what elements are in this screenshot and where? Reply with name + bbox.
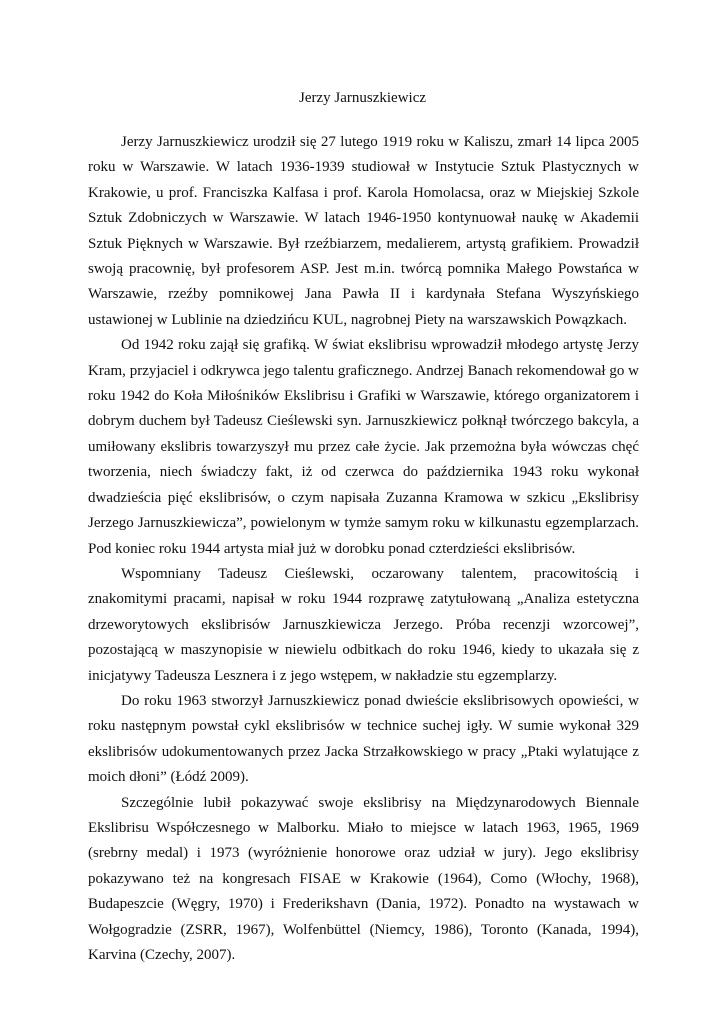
document-body: [88, 130, 639, 968]
paragraph-graphics-beginnings: Od 1942 roku zajął się grafiką. W świat ekslibrisu wprowadził młodego artystę Jerzy Kram, przyjaciel i odkrywca jego talentu graficznego. Andrzej Banach rekomendował go w roku 1942 do Koła Miłośników Ekslibrisu i Grafiki w Warszawie, którego organizatorem i dobrym duchem był Tadeusz Cieślewski syn. Jarnuszkiewicz połknął twórczego bakcyla, a umiłowany ekslibris towarzyszył mu przez całe życie. Jak przemożna była wówczas chęć tworzenia, niech świadczy fakt, iż od czerwca do października 1943 roku wykonał dwadzieścia pięć ekslibrisów, o czym napisała Zuzanna Kramowa w szkicu „Ekslibrisy Jerzego Jarnuszkiewicza”, powielonym w tymże samym roku w kilkunastu egzemplarzach. Pod koniec roku 1944 artysta miał już w dorobku ponad czterdzieści ekslibrisów.: [88, 337, 639, 557]
paragraph-bookplate-count: Do roku 1963 stworzył Jarnuszkiewicz ponad dwieście ekslibrisowych opowieści, w roku następnym powstał cykl ekslibrisów w technice suchej igły. W sumie wykonał 329 ekslibrisów udokumentowanych przez Jacka Strzałkowskiego w pracy „Ptaki wylatujące z moich dłoni” (Łódź 2009).: [88, 692, 639, 786]
paragraph-cieslewski-analysis: Wspomniany Tadeusz Cieślewski, oczarowany talentem, pracowitością i znakomitymi pracami, napisał w roku 1944 rozprawę zatytułowaną „Analiza estetyczna drzeworytowych ekslibrisów Jarnuszkiewicza Jerzego. Próba recenzji wzorcowej”, pozostającą w maszynopisie w niewielu odbitkach do roku 1946, kiedy to ukazała się z inicjatywy Tadeusza Lesznera i z jego wstępem, w nakładzie stu egzemplarzy.: [88, 565, 639, 684]
paragraph-biography: Jerzy Jarnuszkiewicz urodził się 27 lutego 1919 roku w Kaliszu, zmarł 14 lipca 2005 roku w Warszawie. W latach 1936-1939 studiował w Instytucie Sztuk Plastycznych w Krakowie, u prof. Franciszka Kalfasa i prof. Karola Homolacsa, oraz w Miejskiej Szkole Sztuk Zdobniczych w Warszawie. W latach 1946-1950 kontynuował naukę w Akademii Sztuk Pięknych w Warszawie. Był rzeźbiarzem, medalierem, artystą grafikiem. Prowadził swoją pracownię, był profesorem ASP. Jest m.in. twórcą pomnika Małego Powstańca w Warszawie, rzeźby pomnikowej Jana Pawła II i kardynała Stefana Wyszyńskiego ustawionej w Lublinie na dziedzińcu KUL, nagrobnej Piety na warszawskich Powązkach.: [88, 134, 639, 328]
paragraph-exhibitions: Szczególnie lubił pokazywać swoje ekslibrisy na Międzynarodowych Biennale Ekslibrisu Współczesnego w Malborku. Miało to miejsce w latach 1963, 1965, 1969 (srebrny medal) i 1973 (wyróżnienie honorowe oraz udział w jury). Jego ekslibrisy pokazywano też na kongresach FISAE w Krakowie (1964), Como (Włochy, 1968), Budapeszcie (Węgry, 1970) i Frederikshavn (Dania, 1972). Ponadto na wystawach w Wołgogradzie (ZSRR, 1967), Wolfenbüttel (Niemcy, 1986), Toronto (Kanada, 1994), Karvina (Czechy, 2007).: [88, 794, 639, 963]
document-title: Jerzy Jarnuszkiewicz: [298, 90, 427, 106]
